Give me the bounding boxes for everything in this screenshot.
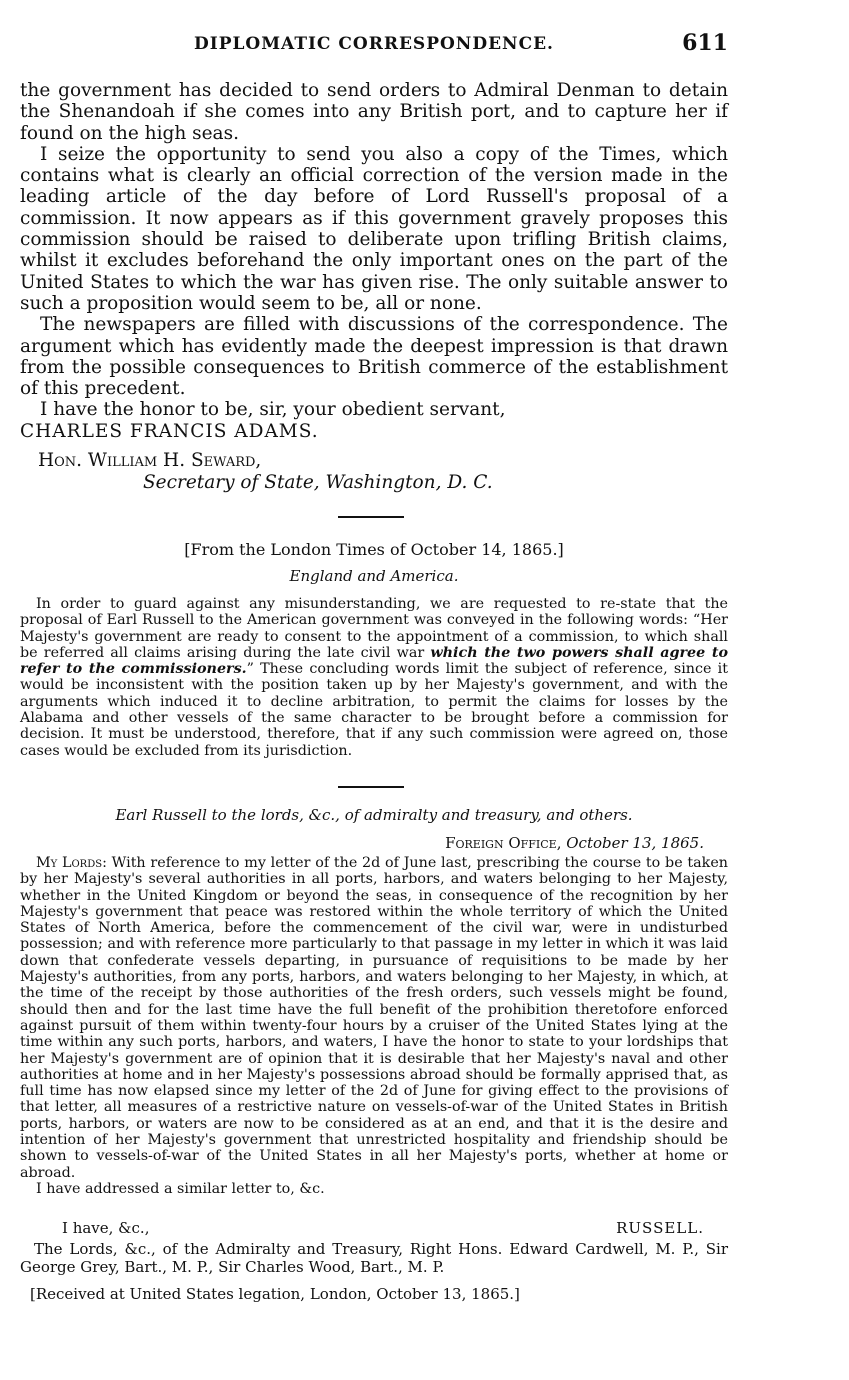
times-extract-body [20, 596, 728, 759]
times-heading: England and America. [289, 567, 459, 585]
closing: I have, &c., [62, 1219, 150, 1237]
dateline-place: Foreign Office, [445, 834, 562, 852]
section-divider [338, 516, 404, 518]
salutation: My Lords: [36, 855, 107, 871]
adams-letter-body [20, 80, 728, 442]
times-source: [From the London Times of October 14, 1865.] [184, 540, 564, 559]
dateline [20, 834, 728, 852]
paragraph [20, 855, 728, 1181]
closing-line [20, 1219, 728, 1237]
paragraph: I have addressed a similar letter to, &c. [36, 1180, 325, 1197]
extract-text: ” These concluding words limit the subject of reference, since it would be inconsistent with the position taken up by her Majesty's government, and with the arguments which induced it to decline arbitration, to permit the claims for losses by the Alabama and other vessels of the same character to be brought before a commission for decision. It must be understood, therefore, that if any such commission were agreed on, those cases would be excluded from its jurisdiction. [20, 661, 728, 759]
recipients: The Lords, &c., of the Admiralty and Treasury, Right Hons. Edward Cardwell, M. P., Sir George Grey, Bart., M. P., Sir Charles Wood, Bart., M. P. [20, 1240, 728, 1276]
addressee-title: Secretary of State, Washington, D. C. [143, 472, 493, 493]
addressee-name: Hon. William H. Seward, [38, 450, 262, 471]
extract-text: In order to guard against any misunderstanding, we are requested to re-state that the proposal of Earl Russell to the American government was conveyed in the following words: “Her Majesty's government are ready to consent to the appointment of a commission, to which shall be referred all claims arising during the late civil war [20, 596, 728, 661]
received-note: [Received at United States legation, London, October 13, 1865.] [30, 1285, 520, 1303]
addressee-block [38, 450, 728, 494]
running-title: DIPLOMATIC CORRESPONDENCE. [194, 34, 554, 54]
paragraph: I seize the opportunity to send you also a copy of the Times, which contains what is clearly an official correction of the version made in the leading article of the day before of Lord Russell's proposal of a commission. It now appears as if this government gravely proposes this commission should be raised to deliberate upon trifling British claims, whilst it excludes beforehand the only important ones on the part of the United States to which the war has given rise. The only suitable answer to such a proposition would seem to be, all or none. [20, 143, 728, 314]
signature: CHARLES FRANCIS ADAMS. [20, 420, 319, 442]
section-divider [338, 786, 404, 788]
page-header [20, 30, 728, 60]
paragraph: The newspapers are filled with discussions of the correspondence. The argument which has evidently made the deepest impression is that drawn from the possible consequences to British commerce of the establishment of this precedent. [20, 314, 728, 400]
russell-letter-body [20, 855, 728, 1197]
russell-letter-heading: Earl Russell to the lords, &c., of admiralty and treasury, and others. [115, 806, 633, 824]
letter-text: With reference to my letter of the 2d of June last, prescribing the course to be taken by her Majesty's several authorities in all ports, harbors, and waters belonging to her Majesty, whether in the United Kingdom or beyond the seas, in consequence of the recognition by her Majesty's government that peace was restored within the whole territory of which the United States of North America, before the commencement of the civil war, were in undisturbed possession; and with reference more particularly to that passage in my letter in which it was laid down that confederate vessels departing, in pursuance of requisitions to be made by her Majesty's authorities, from any ports, harbors, and waters belonging to her Majesty, in which, at the time of the receipt by those authorities of the fresh orders, such vessels might be found, should then and for the last time have the full benefit of the prohibition theretofore enforced against pursuit of them within twenty-four hours by a cruiser of the United States lying at the time within any such ports, harbors, and waters, I have the honor to state to your lordships that her Majesty's government are of opinion that it is desirable that her Majesty's naval and other authorities at home and in her Majesty's possessions abroad should be formally apprised that, as full time has now elapsed since my letter of the 2d of June for giving effect to the provisions of that letter, all measures of a restrictive nature on vessels-of-war of the United States in British ports, harbors, or waters are now to be considered as at an end, and that it is the desire and intention of her Majesty's government that unrestricted hospitality and friendship should be shown to vessels-of-war of the United States in all her Majesty's ports, whether at home or abroad. [20, 855, 729, 1181]
letter-closing: I have the honor to be, sir, your obedient servant, [40, 399, 506, 421]
signature: RUSSELL. [616, 1219, 704, 1237]
paragraph: the government has decided to send orders to Admiral Denman to detain the Shenandoah if she comes into any British port, and to capture her if found on the high seas. [20, 80, 728, 144]
extract-italic-text: which the two powers shall agree to refer to the commissioners. [20, 644, 728, 678]
page-number: 611 [682, 30, 728, 56]
dateline-date: October 13, 1865. [566, 834, 704, 852]
paragraph [20, 596, 728, 759]
